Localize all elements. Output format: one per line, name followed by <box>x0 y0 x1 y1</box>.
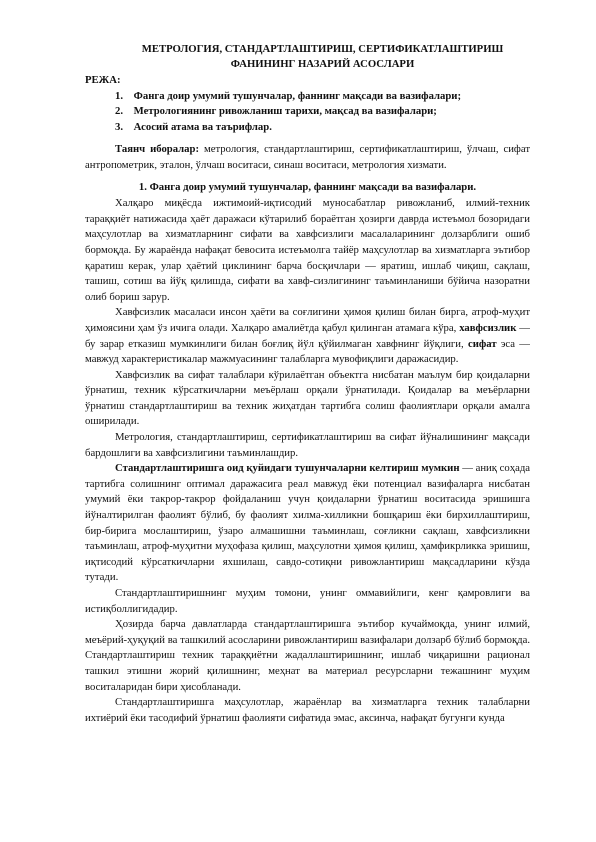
paragraph-2-text-a: Хавфсизлик масаласи инсон ҳаёти ва соғлигини ҳимоя қилиш билан бирга, атроф-муҳит ҳимоясини ҳам ўз ичига олади. Халқаро амалиётда қабул қилинган атамага кўра, <box>85 306 530 334</box>
paragraph-8: Стандартлаштиришга маҳсулотлар, жараёнлар ва хизматларга техник талабларни ихтиёрий ёки тасодифий ўрнатиш фаолияти сифатида эмас, аксинча, нафақат бугунги кунда <box>85 696 530 724</box>
keywords-text: метрология, стандартлаштириш, сертификатлаштириш, ўлчаш, сифат антропометрик, эталон, ўлчаш воситаси, синаш воситаси, метрология хизмати. <box>85 143 530 171</box>
plan-label: РЕЖА: <box>85 74 121 86</box>
paragraph-5-bold: Стандартлаштиришга оид қуйидаги тушунчаларни келтириш мумкин <box>115 462 460 475</box>
term-quality: сифат <box>467 337 497 350</box>
plan-list <box>85 89 530 136</box>
paragraph-7: Ҳозирда барча давлатларда стандартлаштиришга эътибор кучаймоқда, унинг илмий, меъёрий-ҳуқуқий ва ташкилий асосларини ривожлантириш вазифалари долзарб бўлиб бормоқда. Стандартлаштириш техник тараққиётни жадаллаштиришнинг, ишлаб чиқаришни рационал ташкил этишни жорий қилишнинг, меҳнат ва материал ресурсларни тежашнинг муҳим воситаларидан бири ҳисобланади. <box>85 618 530 693</box>
paragraph-4: Метрология, стандартлаштириш, сертификатлаштириш ва сифат йўналишининг мақсади бардошлиги ва хавфсизлигини таъминлашдир. <box>85 431 530 459</box>
paragraph-2-text-c: — бу зарар етказиш мумкинлиги билан боғлиқ йўл қўйилмаган хавфнинг йўқлиги, <box>85 321 530 350</box>
document-title-line-2: ФАНИНИНГ НАЗАРИЙ АСОСЛАРИ <box>230 58 415 70</box>
section-1-heading: 1. Фанга доир умумий тушунчалар, фаннинг мақсади ва вазифалари. <box>138 180 477 193</box>
plan-item-text: Асосий атама ва таърифлар. <box>133 120 272 133</box>
plan-item-number: 3. <box>115 120 124 133</box>
paragraph-1: Халқаро миқёсда ижтимоий-иқтисодий муносабатлар ривожланиб, илмий-техник тараққиёт натижасида ҳаёт даражаси кўтарилиб бораётган ҳозирги даврда истеъмол бозоридаги маҳсулотлар ва хизматларнинг сифати ва хавфсизлиги масалаларининг долзарблиги ошиб бормоқда. Бу жараёнда нафақат бевосита истеъмолга тайёр маҳсулотлар ва хизматларга эътибор қаратиш керак, улар ҳаётий циклининг барча босқичлари — яратиш, ишлаб чиқиш, сақлаш, ташиш, сотиш ва йўқ қилишда, сифати ва хавф-сизлигининг таъминланиши бўйича назоратни олиб бориш зарур. <box>85 197 530 303</box>
plan-item-text: Метрологиянинг ривожланиш тарихи, мақсад ва вазифалари; <box>133 105 437 118</box>
plan-item <box>85 104 530 120</box>
plan-item <box>85 120 530 136</box>
paragraph-6: Стандартлаштиришнинг муҳим томони, унинг оммавийлиги, кенг қамровлиги ва истиқболлигидадир. <box>85 587 530 615</box>
plan-item-number: 1. <box>115 89 124 102</box>
keywords-label: Таянч иборалар: <box>115 143 200 156</box>
document-title-line-1: МЕТРОЛОГИЯ, СТАНДАРТЛАШТИРИШ, СЕРТИФИКАТЛАШТИРИШ <box>141 43 504 55</box>
plan-item-text: Фанга доир умумий тушунчалар, фаннинг мақсади ва вазифалари; <box>133 89 462 102</box>
keywords-paragraph <box>85 142 530 173</box>
paragraph-2-text-d: эса — мавжуд характеристикалар мажмуасининг талабларга мувофиқлиги даражасидир. <box>85 337 530 366</box>
plan-item <box>85 89 530 105</box>
paragraph-5-text: — аниқ соҳада тартибга солишнинг оптимал даражасига реал мавжуд ёки потенциал вазифаларга нисбатан умумий ёки такрор-такрор фойдаланиш учун қоидаларни ўрнатиш воситасида эришишга йўналтирилган фаолият бўлиб, бу фаолият хилма-хилликни бошқариш ёки бирхиллаштириш, бир-бирига мослаштириш, ўзаро алмашишни таъминлаш, соғликни сақлаш, хавфсизликни таъминлаш, атроф-муҳитни муҳофаза қилиш, маҳсулотни ҳимоя қилиш, ҳамфикрликка эришиш, иқтисодий кўрсаткичларни яхшилаш, савдо-сотиқни ривожлантириш мақсадларини кўзда тутади. <box>85 462 531 584</box>
plan-item-number: 2. <box>115 105 124 118</box>
paragraph-2 <box>85 305 530 367</box>
title-block <box>85 42 530 72</box>
term-safety: хавфсизлик <box>459 321 517 334</box>
paragraph-5 <box>85 461 530 586</box>
paragraph-3: Хавфсизлик ва сифат талаблари кўрилаётган объектга нисбатан маълум бир қоидаларни ўрнатиш, техник кўрсаткичларни меъёрлаш орқали ўрнатилади. Қоидалар ва меъёрларни ўрнатиш стандартлаштириш ва техник жиҳатдан тартибга солиш фаолиятлари орқали амалга оширилади. <box>85 368 530 428</box>
